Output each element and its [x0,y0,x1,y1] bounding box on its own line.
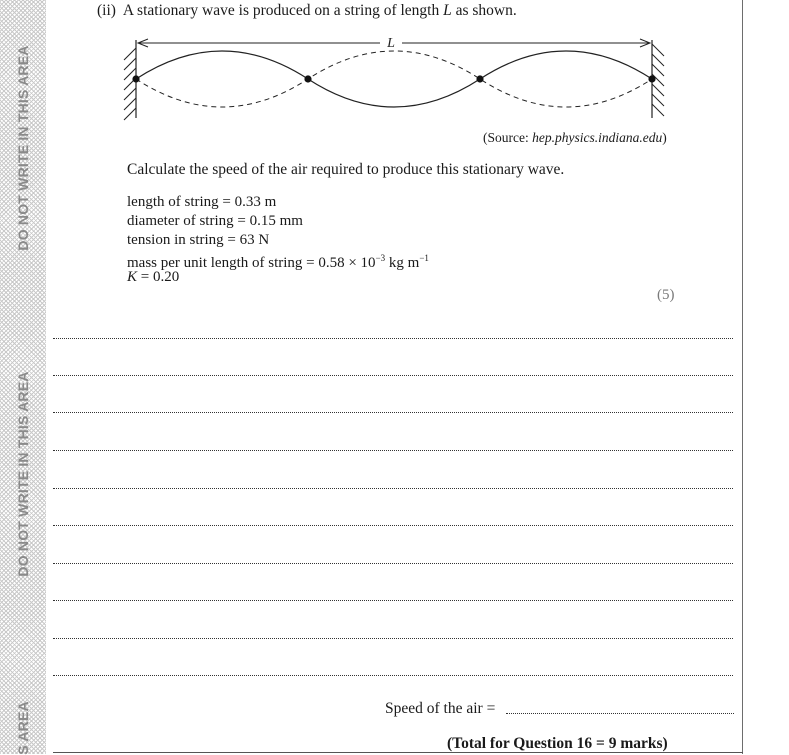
source-site: hep.physics.indiana.edu [532,130,663,145]
k-value: = 0.20 [137,269,180,285]
node [304,75,311,82]
source-suffix: ) [662,130,667,145]
data-k [127,268,179,286]
stationary-wave-diagram [118,34,678,124]
data-tension: tension in string = 63 N [127,232,270,248]
answer-line[interactable] [53,563,733,564]
speed-answer-label: Speed of the air = [385,700,496,717]
question-text [97,2,517,20]
answer-line[interactable] [53,412,733,413]
margin-hatch [0,0,46,754]
data-diameter: diameter of string = 0.15 mm [127,213,303,229]
margin-warning-top: DO NOT WRITE IN THIS AREA [15,45,31,251]
answer-line[interactable] [53,488,733,489]
k-symbol: K [127,269,138,285]
node [132,75,139,82]
source-prefix: (Source: [483,130,529,145]
node [648,75,655,82]
wave-dashed [136,51,652,107]
question-part: (ii) [97,2,116,19]
wave-solid [136,51,652,107]
answer-line[interactable] [53,375,733,376]
bottom-rule [53,752,743,753]
answer-line[interactable] [53,450,733,451]
margin-warning-middle: DO NOT WRITE IN THIS AREA [15,371,31,577]
marks-available: (5) [657,287,675,303]
answer-line[interactable] [53,675,733,676]
left-wall-hatching [124,48,136,120]
question-text-before: A stationary wave is produced on a string of length [122,2,440,19]
question-text-after: as shown. [455,2,517,19]
node [476,75,483,82]
mass-unit: kg m [385,255,420,271]
length-label: L [387,36,395,51]
margin-warning-bottom: S AREA [15,701,31,755]
instruction: Calculate the speed of the air required to produce this stationary wave. [127,161,565,178]
question-variable: L [443,2,452,19]
answer-line[interactable] [53,638,733,639]
answer-line[interactable] [53,600,733,601]
question-total: (Total for Question 16 = 9 marks) [447,735,668,752]
source-credit [483,130,667,146]
speed-answer-line[interactable] [506,713,734,714]
answer-line[interactable] [53,338,733,339]
mass-unit-exponent: −1 [419,253,429,263]
mass-prefix: mass per unit length of string = 0.58 × 10 [127,255,376,271]
data-length: length of string = 0.33 m [127,194,277,210]
mass-exponent: −3 [375,253,386,263]
answer-line[interactable] [53,525,733,526]
